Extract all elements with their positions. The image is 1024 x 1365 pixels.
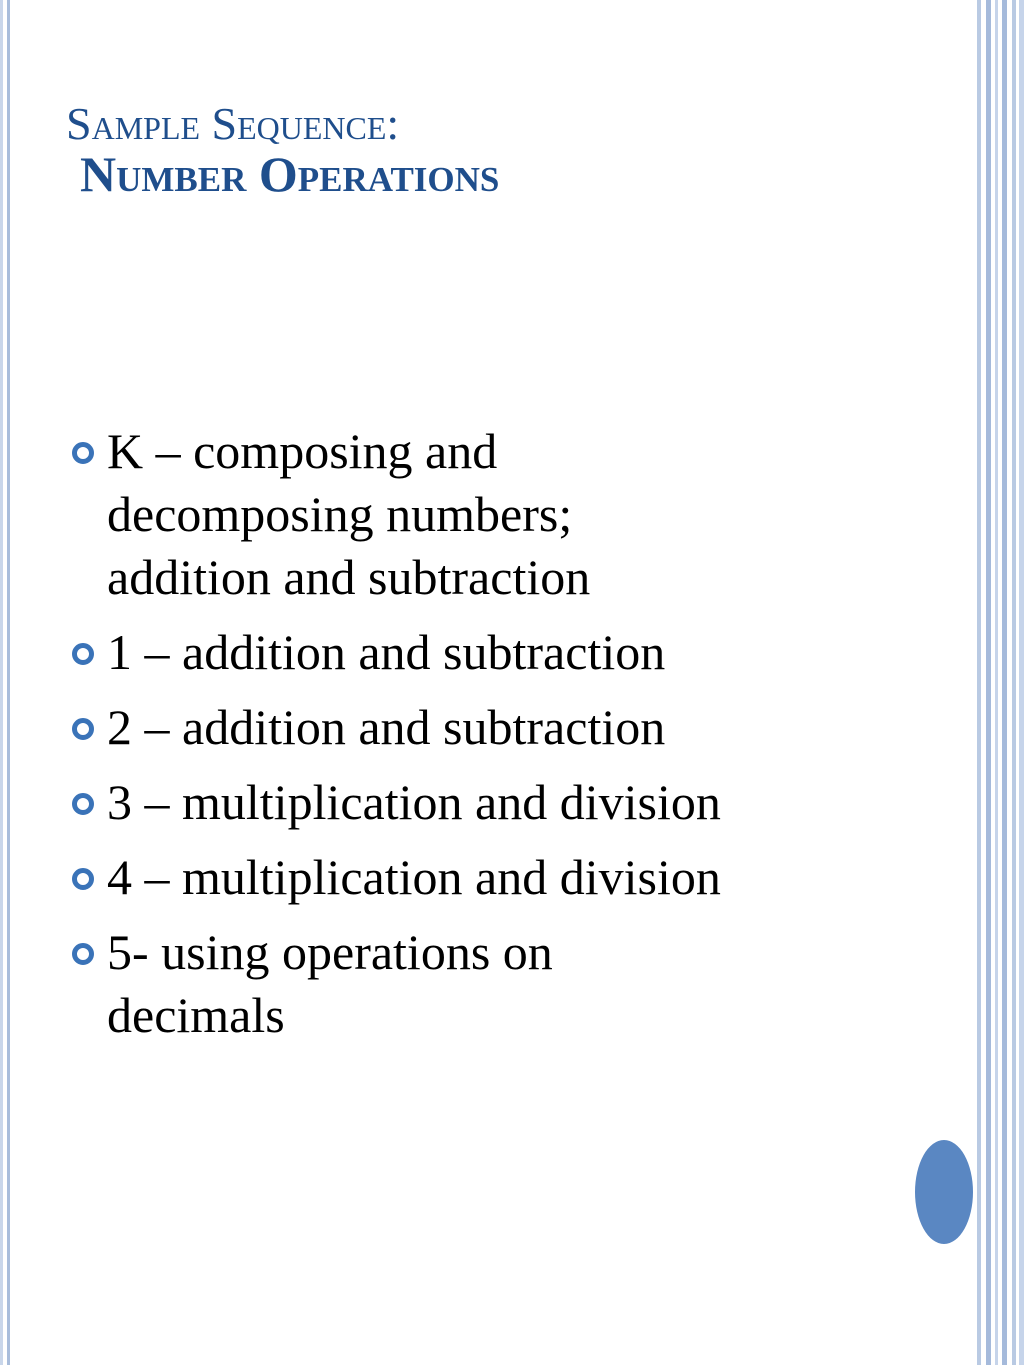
title-line-1: Sample Sequence: xyxy=(66,98,400,149)
slide-title xyxy=(66,100,499,201)
bullet-text: 4 – multiplication and division xyxy=(107,849,721,905)
right-border-line xyxy=(1002,0,1007,1365)
bullet-circle-icon xyxy=(72,793,94,815)
bullet-circle-icon xyxy=(72,442,94,464)
list-item xyxy=(72,621,892,684)
bullet-list xyxy=(72,420,892,1059)
bullet-circle-icon xyxy=(72,943,94,965)
right-border-line xyxy=(1012,0,1016,1365)
title-line-2: Number Operations xyxy=(80,146,500,203)
list-item xyxy=(72,846,892,909)
bullet-circle-icon xyxy=(72,643,94,665)
bullet-text: 2 – addition and subtraction xyxy=(107,699,666,755)
bullet-text: 5- using operations on decimals xyxy=(107,924,553,1043)
list-item xyxy=(72,696,892,759)
decorative-oval xyxy=(913,1138,975,1246)
right-border-line xyxy=(1019,0,1024,1365)
list-item xyxy=(72,921,892,1047)
bullet-text: 1 – addition and subtraction xyxy=(107,624,666,680)
left-border-line xyxy=(0,0,3,1365)
list-item xyxy=(72,771,892,834)
bullet-circle-icon xyxy=(72,868,94,890)
right-border-line xyxy=(995,0,998,1365)
right-border-band xyxy=(976,0,1024,1365)
bullet-circle-icon xyxy=(72,718,94,740)
right-border-line xyxy=(977,0,981,1365)
bullet-text: K – composing and decomposing numbers; addition and subtraction xyxy=(107,423,591,605)
left-border-line xyxy=(7,0,10,1365)
list-item xyxy=(72,420,892,609)
right-border-line xyxy=(986,0,991,1365)
bullet-text: 3 – multiplication and division xyxy=(107,774,721,830)
